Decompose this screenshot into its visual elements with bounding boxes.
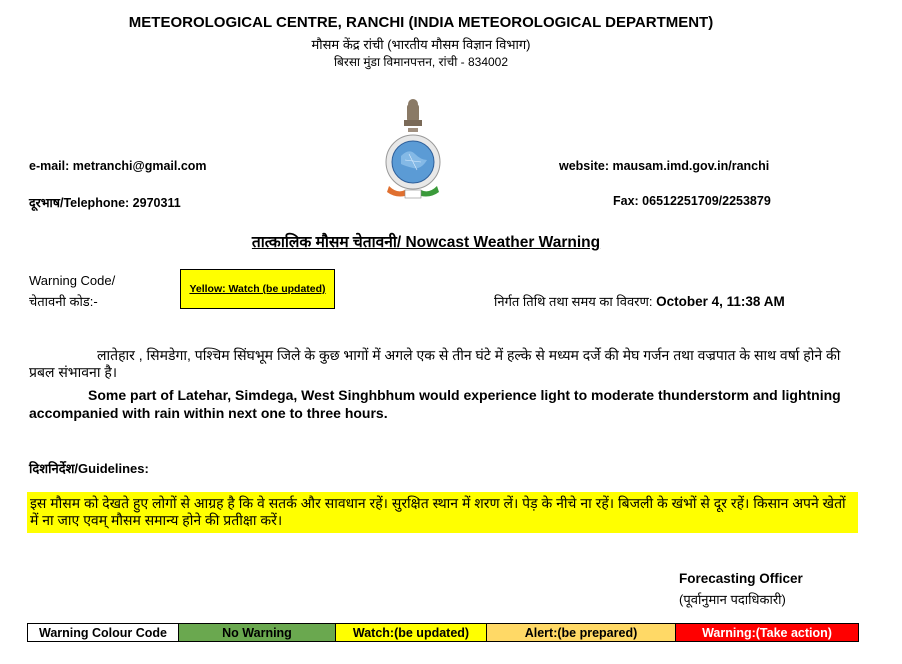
warning-code-badge: Yellow: Watch (be updated) — [180, 269, 335, 309]
warning-code-label-en: Warning Code/ — [29, 273, 116, 288]
warning-colour-legend — [27, 623, 859, 642]
org-address: बिरसा मुंडा विमानपत्तन, रांची - 834002 — [333, 55, 509, 69]
guidelines-label: दिशनिर्देश/Guidelines: — [29, 461, 149, 476]
contact-website: website: mausam.imd.gov.in/ranchi — [559, 159, 770, 173]
forecast-hindi: लातेहार , सिमडेगा, पश्चिम सिंघभूम जिले के कुछ भागों में अगले एक से तीन घंटे में हल्के से मध्यम दर्जे की मेघ गर्जन तथा वज्रपात के साथ वर्षा होने की प्रबल संभावना है। — [29, 347, 841, 380]
issued-label: निर्गत तिथि तथा समय का विवरण: — [494, 294, 653, 309]
forecast-english: Some part of Latehar, Simdega, West Singhbhum would experience light to moderate thunderstorm and lightning accompanied with rain within next one to three hours. — [29, 387, 841, 421]
contact-email: e-mail: metranchi@gmail.com — [29, 159, 207, 173]
imd-emblem-icon — [383, 98, 443, 208]
legend-alert: Alert:(be prepared) — [487, 624, 676, 642]
warning-code-label-hi: चेतावनी कोड:- — [29, 294, 98, 309]
legend-no-warning: No Warning — [179, 624, 336, 642]
legend-watch: Watch:(be updated) — [336, 624, 487, 642]
contact-fax: Fax: 06512251709/2253879 — [613, 194, 771, 208]
issued-datetime — [494, 292, 785, 310]
officer-title-en: Forecasting Officer — [679, 571, 803, 586]
legend-header: Warning Colour Code — [28, 624, 179, 642]
officer-title-hi: (पूर्वानुमान पदाधिकारी) — [679, 592, 786, 607]
contact-telephone: दूरभाष/Telephone: 2970311 — [29, 196, 181, 210]
legend-row — [28, 624, 859, 642]
issued-value: October 4, 11:38 AM — [656, 294, 785, 309]
org-title-english: METEOROLOGICAL CENTRE, RANCHI (INDIA METEOROLOGICAL DEPARTMENT) — [128, 14, 714, 31]
org-title-hindi: मौसम केंद्र रांची (भारतीय मौसम विज्ञान विभाग) — [311, 37, 531, 52]
legend-warning: Warning:(Take action) — [676, 624, 859, 642]
page-title: तात्कालिक मौसम चेतावनी/ Nowcast Weather Warning — [251, 234, 601, 251]
guidelines-text: इस मौसम को देखते हुए लोगों से आग्रह है कि वे सतर्क और सावधान रहें। सुरक्षित स्थान में शरण लें। पेड़ के नीचे ना रहें। बिजली के खंभों से दूर रहें। किसान अपने खेतों में ना जाए एवम् मौसम समान्य होने की प्रतीक्षा करें। — [27, 492, 858, 533]
